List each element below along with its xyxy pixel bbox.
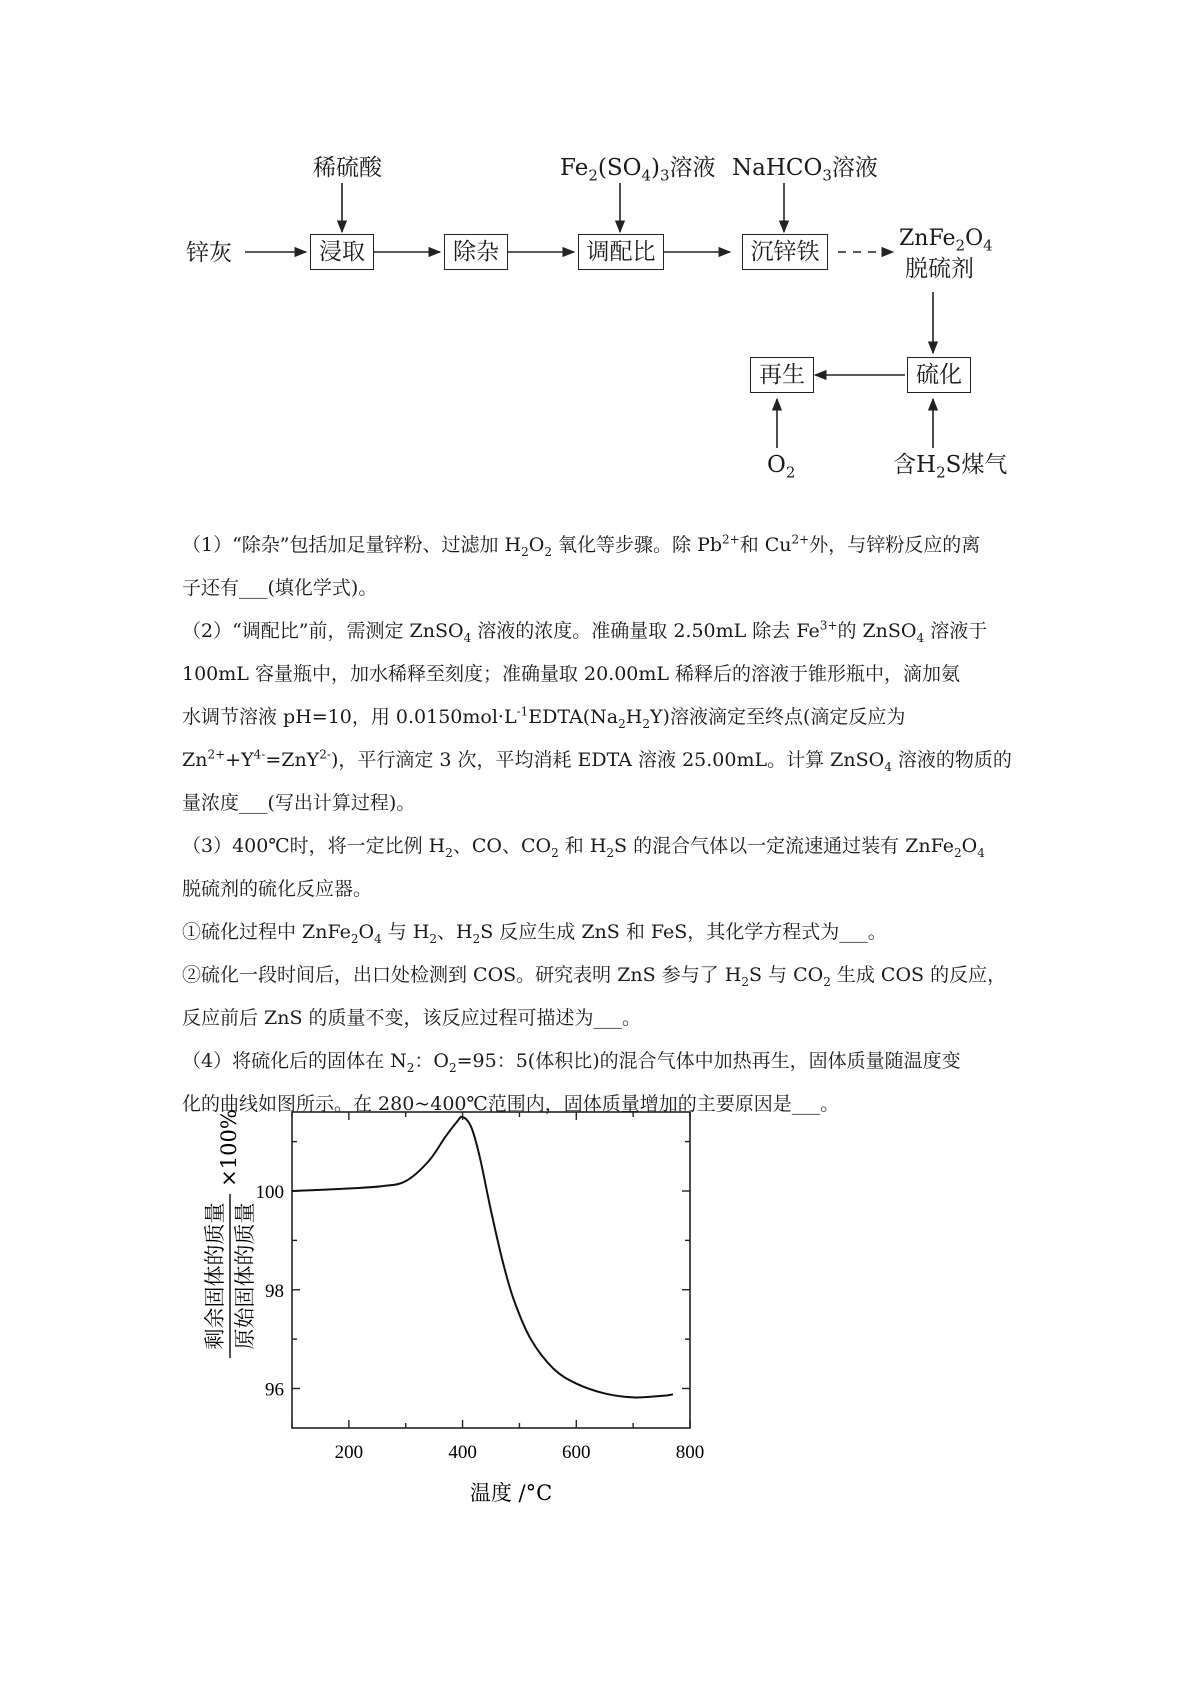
q1-line-1: （1）“除杂”包括加足量锌粉、过滤加 $H_2O_2$ 氧化等步骤。除 $Pb^{2+}$和 $Cu^{2+}$外，与锌粉反应的离 [182, 532, 981, 559]
step-leach: 浸取 [310, 234, 374, 270]
input-h2s-gas: 含$H_2S$煤气 [893, 452, 1008, 482]
y-label-numerator: 剩余固体的质量 [203, 1202, 227, 1350]
q2-line-1: （2）“调配比”前，需测定 ZnSO$_4$ 溶液的浓度。准确量取 2.50mL 除去 $Fe^{3+}$的 ZnSO$_4$ 溶液于 [182, 618, 988, 645]
q3-line-4: ②硫化一段时间后，出口处检测到 COS。研究表明 ZnS 参与了 $H_2S$ 与 $CO_2$ 生成 COS 的反应， [182, 964, 1007, 989]
q3-line-2: 脱硫剂的硫化反应器。 [182, 878, 373, 900]
question-text [182, 524, 1032, 1126]
q3-line-5: 反应前后 ZnS 的质量不变，该反应过程可描述为___。 [182, 1007, 642, 1029]
tga-chart [0, 1080, 760, 1510]
start-zinc-ash: 锌灰 [186, 240, 232, 266]
x-tick-label: 400 [448, 1442, 477, 1463]
y-tick-label: 98 [265, 1280, 284, 1302]
y-axis-label [203, 1109, 257, 1358]
q2-line-3: 水调节溶液 pH=10，用 $0.0150mol\cdot L^{-1}EDTA(Na_2H_2Y)$溶液滴定至终点(滴定反应为 [182, 704, 906, 731]
plot-frame [292, 1112, 690, 1428]
reagent-dilute-acid: 稀硫酸 [313, 155, 382, 181]
q1-line-2: 子还有___(填化学式)。 [182, 577, 378, 599]
product-desulfurizer: 脱硫剂 [905, 256, 974, 282]
step-sulfidation: 硫化 [907, 357, 971, 393]
q2-line-5: 量浓度___(写出计算过程)。 [182, 792, 416, 814]
q4-line-2: 化的曲线如图所示。在 280~400℃范围内，固体质量增加的主要原因是___。 [182, 1093, 840, 1115]
step-purify: 除杂 [444, 234, 508, 270]
y-label-suffix: ×100% [217, 1109, 241, 1187]
x-tick-label: 800 [675, 1442, 705, 1463]
step-regeneration: 再生 [750, 357, 814, 393]
q2-line-2: 100mL 容量瓶中，加水稀释至刻度；准确量取 20.00mL 稀释后的溶液于锥形瓶中，滴加氨 [182, 663, 961, 685]
q3-line-1: （3）400℃时，将一定比例 $H_2$、CO、$CO_2$ 和 $H_2S$ 的混合气体以一定流速通过装有 $ZnFe_2O_4$ [182, 835, 985, 860]
y-tick-label: 100 [255, 1182, 284, 1203]
mass-curve [292, 1117, 673, 1398]
y-label-denominator: 原始固体的质量 [233, 1202, 257, 1350]
q4-line-1: （4）将硫化后的固体在 $N_2$：$O_2=95$：5(体积比)的混合气体中加热再生，固体质量随温度变 [182, 1050, 961, 1075]
reagent-nahco3: NaHCO$_3$溶液 [732, 155, 878, 185]
step-adjust-ratio: 调配比 [578, 234, 664, 270]
product-formula: $ZnFe_2O_4$ [899, 226, 993, 255]
x-axis-label: 温度 /°C [469, 1481, 553, 1505]
input-o2: $O_2$ [767, 452, 796, 482]
q3-line-3: ①硫化过程中 $ZnFe_2O_4$ 与 $H_2$、$H_2S$ 反应生成 ZnS 和 FeS，其化学方程式为___。 [182, 921, 887, 946]
q2-line-4: $Zn^{2+}+Y^{4-}=ZnY^{2-}$)，平行滴定 3 次，平均消耗 EDTA 溶液 25.00mL。计算 ZnSO$_4$ 溶液的物质的 [182, 747, 1012, 774]
y-tick-label: 96 [265, 1379, 284, 1401]
x-tick-label: 600 [562, 1442, 591, 1463]
step-precipitate: 沉锌铁 [742, 234, 828, 270]
x-tick-label: 200 [334, 1442, 364, 1463]
reagent-fe2so43: $Fe_2(SO_4)_3$溶液 [560, 155, 716, 185]
